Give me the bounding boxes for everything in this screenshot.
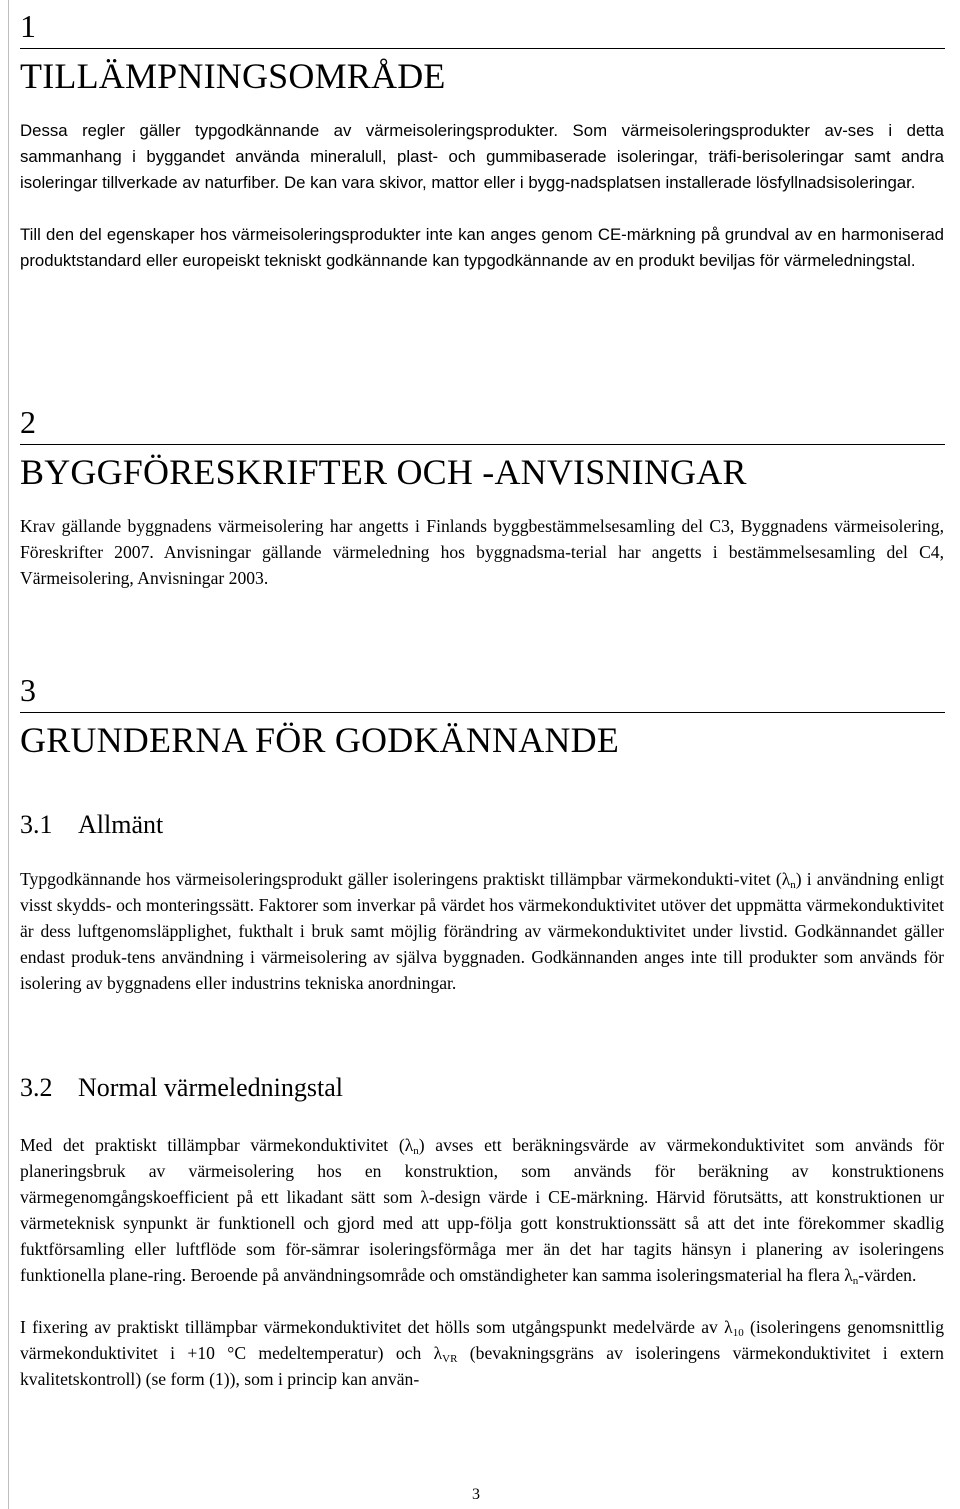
subsection-3-1-body <box>20 866 944 996</box>
text-run: Med det praktiskt tillämpbar värmekonduktivitet ( <box>20 1135 405 1155</box>
text-run: ) avses ett beräkningsvärde av värmekonduktivitet som används för planeringsbruk av värmeisolering hos en konstruktion, som används för beräkning av konstruktionens värmegenomgångskoefficient på ett likadant sätt som <box>20 1135 944 1207</box>
section-title: TILLÄMPNINGSOMRÅDE <box>20 56 446 96</box>
text-run: De kan vara skivor, mattor eller i bygg-nadsplatsen installerade lösfyllnadsisoleringar. <box>283 173 916 192</box>
subscript: 10 <box>732 1327 744 1339</box>
subscript: n <box>852 1275 859 1287</box>
text-run: Typgodkännande hos värmeisoleringsprodukt gäller isoleringens praktiskt tillämpbar värmekondukti-vitet ( <box>20 869 782 889</box>
subscript: n <box>413 1145 419 1157</box>
paragraph <box>20 118 944 196</box>
section-number: 1 <box>20 8 945 49</box>
paragraph <box>20 866 944 996</box>
text-run: (isoleringens genomsnittlig värmekonduktivitet i +10 °C medeltemperatur) och <box>20 1317 944 1363</box>
text-run: (bevakningsgräns av isoleringens värmekonduktivitet i extern kvalitetskontroll) (se form (1)), som i princip kan använ- <box>20 1343 944 1389</box>
lambda-symbol: λ <box>844 1265 853 1285</box>
text-run: ) i användning enligt visst skydds- och monteringssätt. Faktorer som inverkar på värdet hos värmekonduktivitet utöver det uppmätta värmekonduktivitet är dess luftgenomsläpplighet, fukthalt i bruk samt möjlig förändring av värmekonduktivitet under livstid. Godkännandet gäller endast produk-tens användning i värmeisolering av själva byggnaden. Godkännanden anges inte till produkter som används för isolering av byggnadens eller industrins tekniska anordningar. <box>20 869 944 993</box>
section-3 <box>20 672 945 761</box>
subsection-heading-3-1 <box>20 810 163 840</box>
section-2-body <box>20 513 944 591</box>
subsection-heading-3-2 <box>20 1073 343 1103</box>
paragraph: Till den del egenskaper hos värmeisoleringsprodukter inte kan anges genom CE-märkning på grundval av en harmoniserad produktstandard eller europeiskt tekniskt godkännande kan typgodkännande av en produkt beviljas för värmeledningstal. <box>20 225 944 270</box>
text-run: -värden. <box>858 1265 917 1285</box>
paragraph: Krav gällande byggnadens värmeisolering har angetts i Finlands byggbestämmelsesamling del C3, Byggnadens värmeisolering, Föreskrifter 2007. Anvisningar gällande värmeledning hos byggnadsma-terial har angetts i bestämmelsesamling del C4, Värmeisolering, Anvisningar 2003. <box>20 516 944 588</box>
subsection-number: 3.1 <box>20 810 53 839</box>
subsection-3-2-body <box>20 1132 944 1392</box>
page-number: 3 <box>472 1486 480 1503</box>
subsection-number: 3.2 <box>20 1073 53 1102</box>
section-number: 3 <box>20 672 945 713</box>
left-margin-rule <box>8 0 9 1509</box>
subsection-title: Allmänt <box>78 810 164 839</box>
subsection-title: Normal värmeledningstal <box>78 1073 343 1102</box>
subscript: VR <box>442 1353 458 1365</box>
text-run: -design värde i CE-märkning. Härvid förutsätts, att konstruktionen ur värmeteknisk synpunkt är funktionell och gjord med att upp-följa gott konstruktionssätt så att det inte förekommer skadlig fuktförsamling eller luftflöde som för-sämrar isoleringsförmåga mer än det har tagits hänsyn i planering av isoleringens funktionella plane-ring. Beroende på användningsområde och omständigheter kan samma isoleringsmaterial ha flera <box>20 1187 944 1285</box>
lambda-symbol: λ <box>781 869 791 889</box>
section-1-body <box>20 118 944 274</box>
paragraph <box>20 1132 944 1288</box>
lambda-symbol: λ <box>724 1317 733 1337</box>
section-1 <box>20 8 945 97</box>
paragraph <box>20 1314 944 1392</box>
section-number: 2 <box>20 404 945 445</box>
lambda-symbol: λ <box>433 1343 443 1363</box>
subscript: n <box>790 879 796 891</box>
section-2 <box>20 404 945 493</box>
section-title: GRUNDERNA FÖR GODKÄNNANDE <box>20 720 620 760</box>
section-title: BYGGFÖRESKRIFTER OCH -ANVISNINGAR <box>20 452 747 492</box>
text-run: Dessa regler gäller typgodkännande av värmeisoleringsprodukter. Som värmeisoleringsprodukter av-ses i detta sammanhang i byggandet använda mineralull, plast- och gummibaserade isoleringar, träfi-berisoleringar samt andra isoleringar tillverkade av naturfiber. <box>20 121 944 192</box>
lambda-symbol: λ <box>404 1135 414 1155</box>
text-run: I fixering av praktiskt tillämpbar värmekonduktivitet det hölls som utgångspunkt medelvärde av <box>20 1317 725 1337</box>
lambda-symbol: λ <box>420 1187 429 1207</box>
